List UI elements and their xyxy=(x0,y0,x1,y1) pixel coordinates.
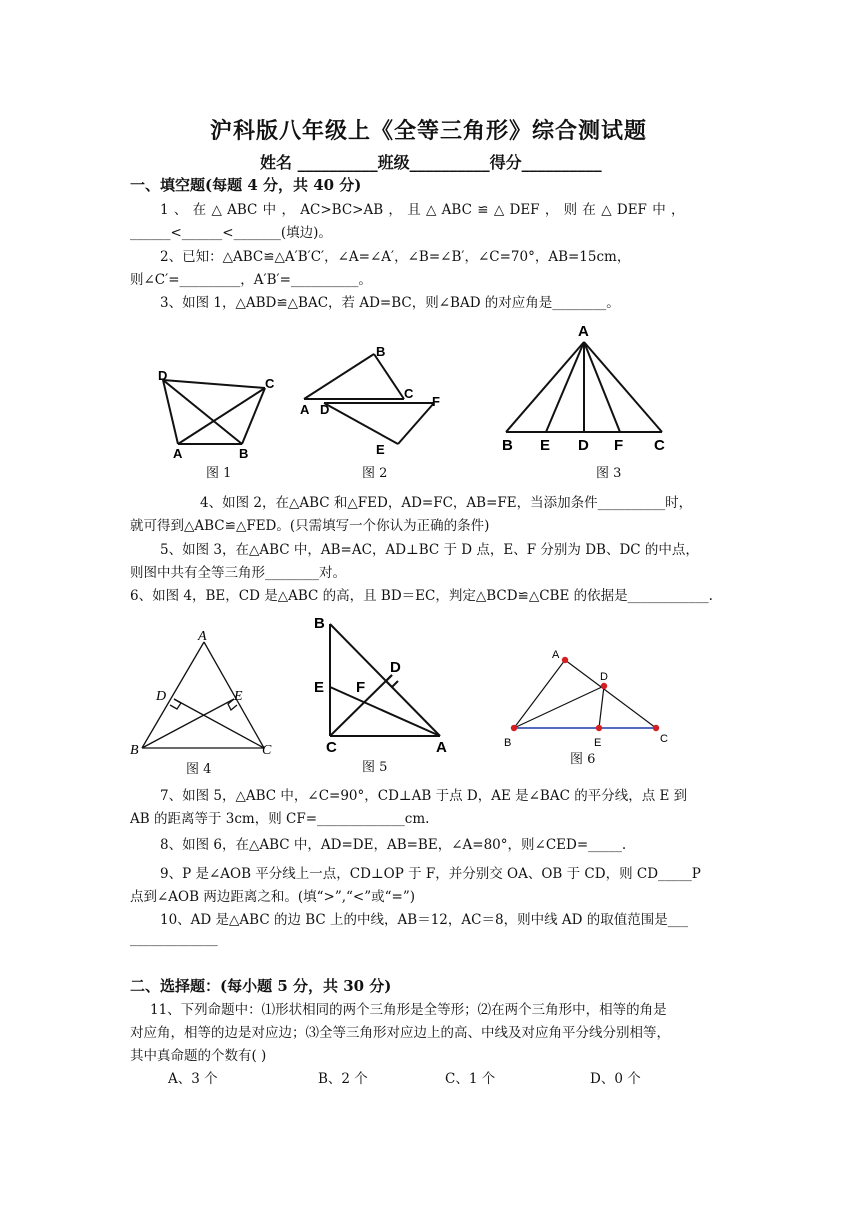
q4-line-1: 4、如图 2，在△ABC 和△FED，AD=FC，AB=FE，当添加条件__________时， xyxy=(200,495,693,511)
fig6-label-d: D xyxy=(600,671,608,683)
fig1-label-a: A xyxy=(173,446,183,461)
fig3-label-e: E xyxy=(540,437,551,454)
fig1-label-b: B xyxy=(239,446,249,461)
fig5-label-e: E xyxy=(314,679,325,696)
q11-option-d: D、0 个 xyxy=(590,1071,641,1087)
fig2-label-c: C xyxy=(404,386,414,401)
fig3-label-c: C xyxy=(654,437,665,454)
fig2-label-d: D xyxy=(320,402,330,417)
figure-5-caption: 图 5 xyxy=(362,760,388,775)
fig2-label-f: F xyxy=(432,394,440,409)
fig5-label-c: C xyxy=(326,739,337,756)
fig3-label-f: F xyxy=(614,437,624,454)
fig5-label-a: A xyxy=(436,739,447,756)
q11-option-a: A、3 个 xyxy=(168,1071,218,1087)
figure-6 xyxy=(500,646,690,758)
fig4-label-a: A xyxy=(198,629,207,644)
q10-line-2: _____________ xyxy=(130,931,218,947)
q11-line-1: 11、下列命题中：⑴形状相同的两个三角形是全等形；⑵在两个三角形中，相等的角是 xyxy=(150,1002,667,1018)
fig4-label-b: B xyxy=(130,743,139,758)
figure-1 xyxy=(150,366,280,462)
q10-line-1: 10、AD 是△ABC 的边 BC 上的中线，AB＝12，AC＝8，则中线 AD 的取值范围是___ xyxy=(160,912,688,928)
fig2-label-a: A xyxy=(300,402,310,417)
figure-6-caption: 图 6 xyxy=(570,752,596,767)
fig5-label-b: B xyxy=(314,615,325,632)
q9-line-1: 9、P 是∠AOB 平分线上一点，CD⊥OP 于 F，并分别交 OA、OB 于 CD，则 CD_____P xyxy=(160,866,701,882)
student-info-line: 姓名 __________班级__________得分__________ xyxy=(260,153,602,172)
figure-4-caption: 图 4 xyxy=(186,762,212,777)
q2-line-2: 则∠C′=_________，A′B′=__________。 xyxy=(130,272,372,288)
fig3-label-d: D xyxy=(578,437,589,454)
fig4-label-c: C xyxy=(262,743,272,758)
q8-line: 8、如图 6，在△ABC 中，AD=DE，AB=BE，∠A=80°，则∠CED=_____. xyxy=(160,837,627,853)
q1-line-2: ______<______<_______(填边)。 xyxy=(130,225,332,241)
fig3-label-a: A xyxy=(578,323,589,340)
fig2-label-e: E xyxy=(376,442,385,457)
fig4-label-d: D xyxy=(156,689,167,704)
fig1-label-c: C xyxy=(265,376,275,391)
fig2-label-b: B xyxy=(376,344,386,359)
figure-5 xyxy=(312,612,462,756)
q5-line-2: 则图中共有全等三角形________对。 xyxy=(130,565,346,581)
fig6-label-a: A xyxy=(552,649,560,661)
fig6-label-e: E xyxy=(594,737,602,749)
fig5-label-f: F xyxy=(356,679,366,696)
figure-3 xyxy=(498,322,678,458)
q9-line-2: 点到∠AOB 两边距离之和。(填“>”,“<”或“=”) xyxy=(130,889,416,905)
q11-line-2: 对应角，相等的边是对应边；⑶全等三角形对应边上的高、中线及对应角平分线分别相等， xyxy=(130,1025,670,1041)
q11-line-3: 其中真命题的个数有( ) xyxy=(130,1048,267,1064)
figure-2 xyxy=(296,340,456,462)
figure-3-caption: 图 3 xyxy=(596,466,622,481)
figure-4 xyxy=(126,626,286,758)
fig1-label-d: D xyxy=(158,368,168,383)
fig5-label-d: D xyxy=(390,659,401,676)
section-1-heading: 一、填空题(每题 4 分，共 40 分) xyxy=(130,176,362,194)
q7-line-2: AB 的距离等于 3cm，则 CF=_____________cm. xyxy=(130,811,430,827)
section-2-heading: 二、选择题：(每小题 5 分，共 30 分) xyxy=(130,977,392,995)
page-title: 沪科版八年级上《全等三角形》综合测试题 xyxy=(210,118,648,144)
q11-option-b: B、2 个 xyxy=(318,1071,368,1087)
q7-line-1: 7、如图 5，△ABC 中，∠C=90°，CD⊥AB 于点 D，AE 是∠BAC 的平分线，点 E 到 xyxy=(160,788,688,804)
q1-line-1: 1 、 在 △ ABC 中 ， AC>BC>AB ， 且 △ ABC ≌ △ DEF ， 则 在 △ DEF 中 ， xyxy=(160,202,685,218)
q4-line-2: 就可得到△ABC≌△FED。(只需填写一个你认为正确的条件) xyxy=(130,518,490,534)
fig6-label-c: C xyxy=(660,733,668,745)
q3-line: 3、如图 1，△ABD≌△BAC，若 AD=BC，则∠BAD 的对应角是________。 xyxy=(160,295,620,311)
q2-line-1: 2、已知：△ABC≌△A′B′C′，∠A=∠A′，∠B=∠B′，∠C=70°，AB=15cm， xyxy=(160,249,631,265)
figure-1-caption: 图 1 xyxy=(206,466,232,481)
q11-option-c: C、1 个 xyxy=(445,1071,496,1087)
q5-line-1: 5、如图 3，在△ABC 中，AB=AC，AD⊥BC 于 D 点，E、F 分别为 DB、DC 的中点， xyxy=(160,542,699,558)
fig6-label-b: B xyxy=(504,737,512,749)
fig3-label-b: B xyxy=(502,437,513,454)
figure-2-caption: 图 2 xyxy=(362,466,388,481)
fig4-label-e: E xyxy=(234,689,243,704)
q6-line: 6、如图 4，BE，CD 是△ABC 的高，且 BD＝EC，判定△BCD≌△CBE 的依据是____________. xyxy=(130,588,713,604)
